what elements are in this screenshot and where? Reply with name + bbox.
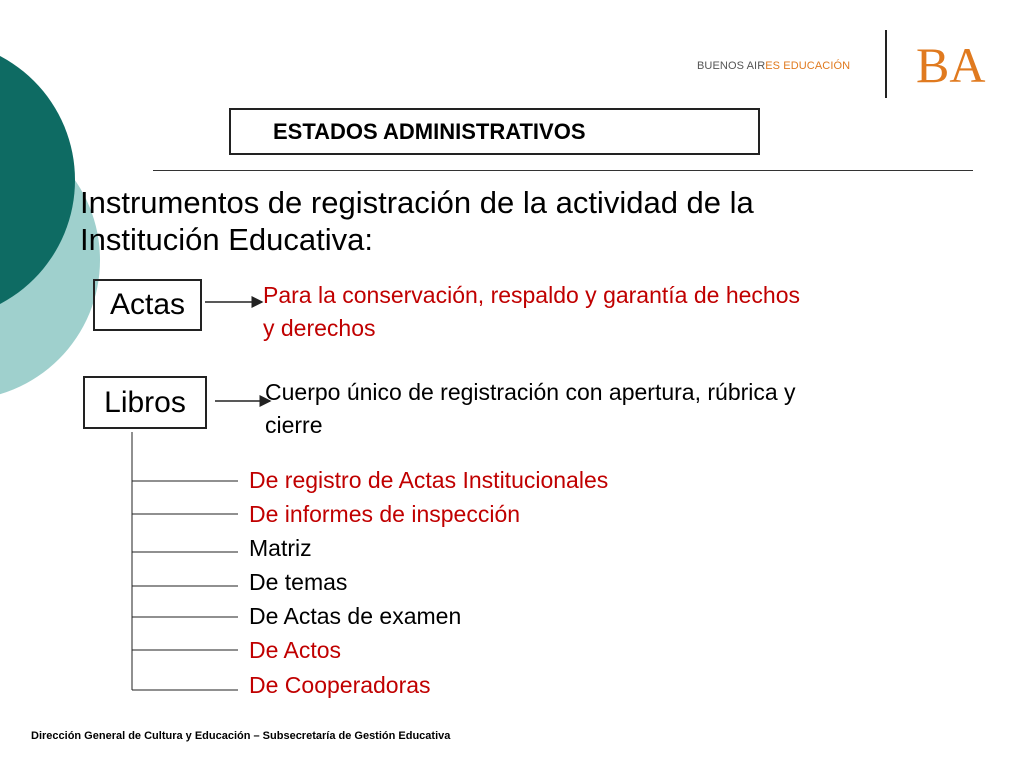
libros-item-4: De temas — [249, 569, 348, 595]
libros-item-1: De registro de Actas Institucionales — [249, 467, 609, 493]
heading-line-1: Instrumentos de registración de la actividad de la — [80, 185, 754, 220]
libros-desc-line-1: Cuerpo único de registración con apertura, rúbrica y — [265, 379, 796, 405]
actas-desc-line-2: y derechos — [263, 315, 376, 341]
libros-item-3: Matriz — [249, 535, 312, 561]
libros-item-7: De Cooperadoras — [249, 672, 431, 698]
heading-line-2: Institución Educativa: — [80, 222, 373, 257]
page-title: ESTADOS ADMINISTRATIVOS — [229, 108, 760, 155]
logo-text-orange: ES EDUCACIÓN — [765, 60, 851, 72]
actas-desc-line-1: Para la conservación, respaldo y garantía de hechos — [263, 282, 800, 308]
logo-text-gray: BUENOS AIR — [697, 60, 766, 72]
libros-item-6: De Actos — [249, 637, 342, 663]
libros-desc-line-2: cierre — [265, 412, 323, 438]
libros-description — [265, 376, 796, 442]
libros-box: Libros — [83, 376, 207, 429]
libros-item-5: De Actas de examen — [249, 603, 462, 629]
footer: Dirección General de Cultura y Educación – Subsecretaría de Gestión Educativa — [31, 730, 451, 742]
ba-logo: BA — [916, 37, 986, 93]
actas-description — [263, 279, 800, 345]
libros-item-2: De informes de inspección — [249, 501, 521, 527]
actas-box: Actas — [93, 279, 202, 331]
